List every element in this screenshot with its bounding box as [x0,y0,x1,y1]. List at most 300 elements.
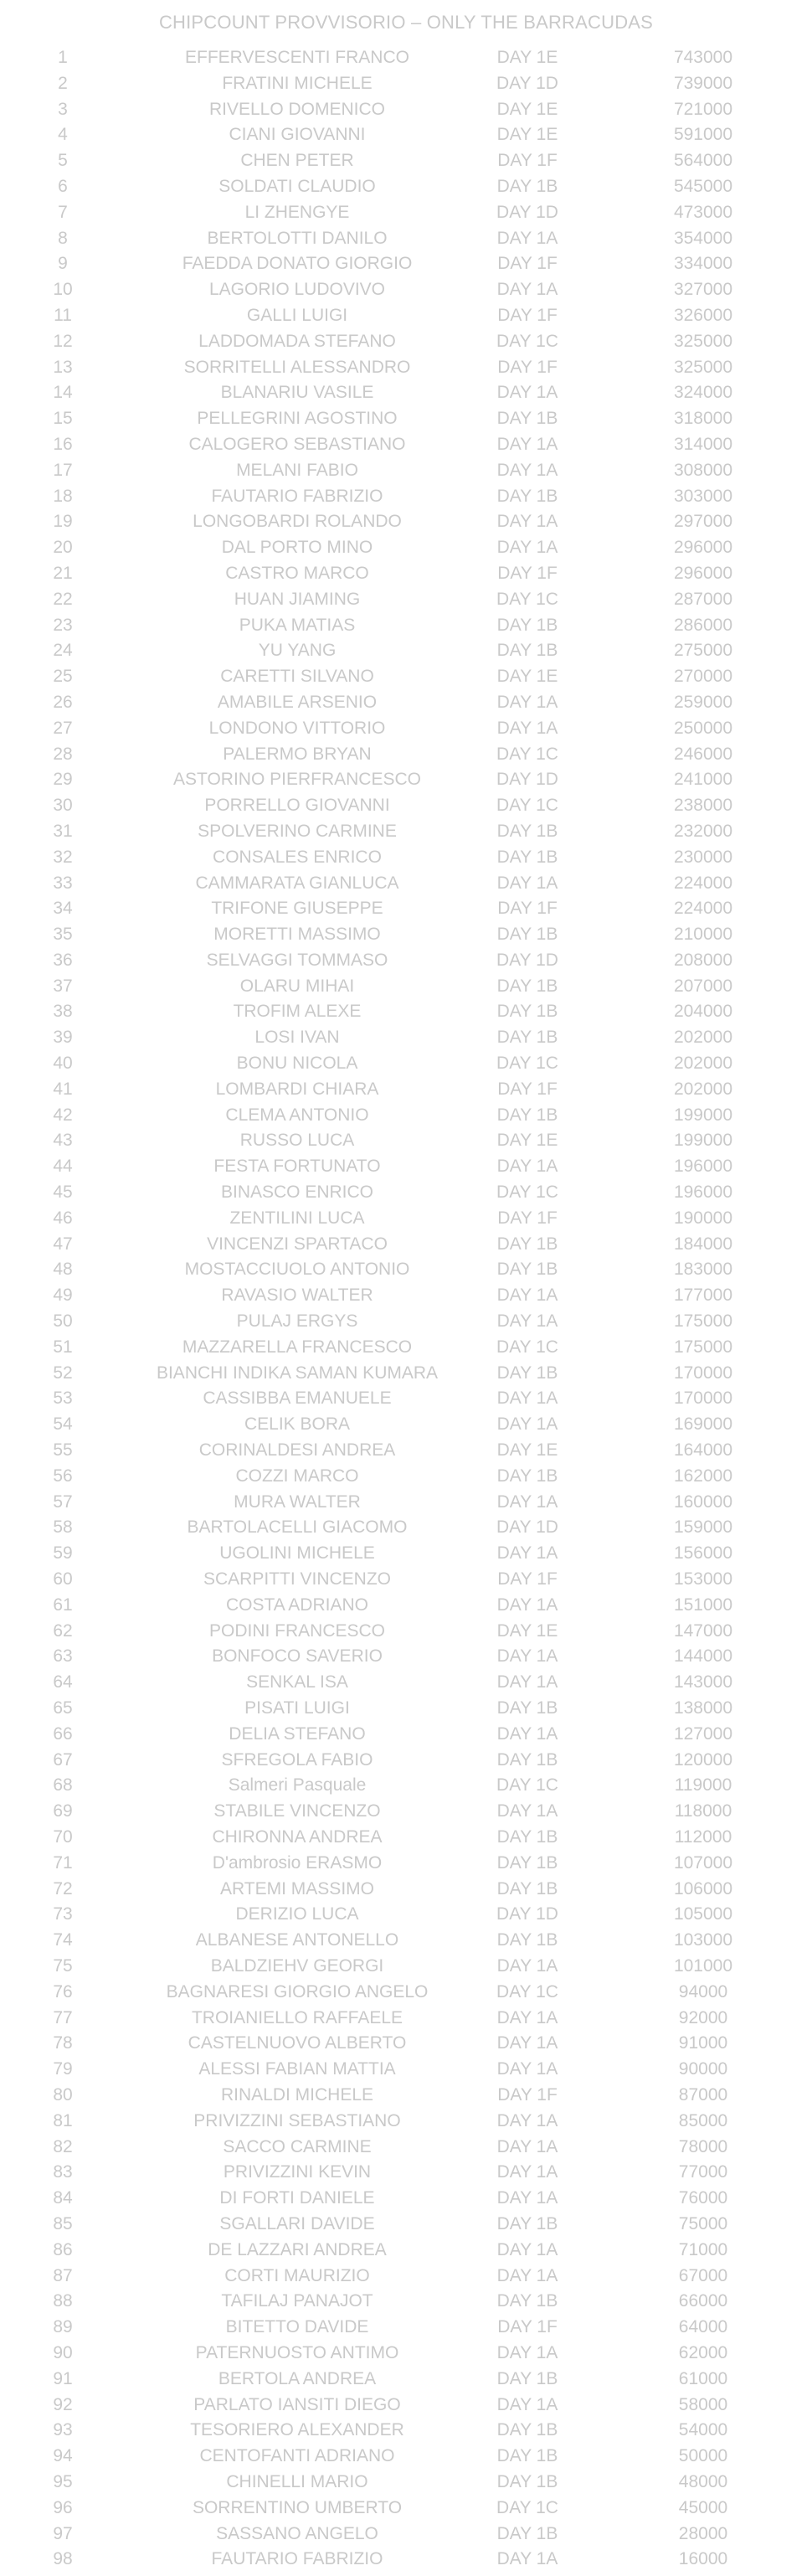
chips-cell: 127000 [673,1723,733,1744]
day-cell: DAY 1D [496,950,558,970]
player-name-cell: CORINALDESI ANDREA [198,1440,396,1461]
player-name-cell: SFREGOLA FABIO [221,1749,373,1770]
position-cell: 38 [53,1002,73,1022]
player-name-cell: BAGNARESI GIORGIO ANGELO [166,1981,429,2002]
position-cell: 42 [53,1105,73,1125]
player-name-cell: RINALDI MICHELE [220,2084,374,2105]
position-cell: 11 [54,305,72,325]
player-name-cell: LI ZHENGYE [244,202,350,222]
day-cell: DAY 1D [496,770,558,790]
player-name-cell: SASSANO ANGELO [216,2523,378,2543]
player-name-cell: PRIVIZZINI KEVIN [223,2162,372,2182]
position-cell: 30 [53,796,73,816]
day-cell: DAY 1A [496,1672,558,1692]
player-name-cell: SACCO CARMINE [223,2136,372,2156]
table-row [0,2212,812,2238]
chips-cell: 106000 [673,1878,733,1899]
position-cell: 37 [53,976,73,996]
chips-cell: 85000 [678,2110,728,2130]
position-cell: 84 [53,2188,73,2208]
chips-cell: 204000 [673,1002,733,1022]
position-cell: 63 [53,1646,73,1667]
table-row [0,2160,812,2186]
day-cell: DAY 1B [496,1698,558,1718]
table-row [0,1696,812,1722]
position-cell: 54 [53,1414,73,1435]
player-name-cell: LAGORIO LUDOVIVO [208,280,386,300]
table-row [0,432,812,458]
day-cell: DAY 1B [496,1105,558,1125]
position-cell: 25 [53,667,73,687]
table-row [0,1980,812,2006]
chips-cell: 75000 [678,2213,728,2233]
position-cell: 82 [53,2136,73,2156]
table-row [0,329,812,355]
table-row [0,1851,812,1877]
player-name-cell: DE LAZZARI ANDREA [208,2239,387,2259]
day-cell: DAY 1A [496,2007,558,2027]
chips-cell: 199000 [673,1105,733,1125]
player-name-cell: CASSIBBA EMANUELE [203,1388,392,1409]
day-cell: DAY 1E [496,48,558,67]
player-name-cell: PISATI LUIGI [244,1698,350,1718]
day-cell: DAY 1F [497,899,558,919]
position-cell: 50 [53,1311,73,1332]
position-cell: 9 [58,254,68,274]
table-row [0,97,812,123]
chips-cell: 138000 [673,1698,733,1718]
chips-cell: 286000 [673,615,733,635]
chips-cell: 739000 [673,73,733,93]
day-cell: DAY 1D [496,73,558,93]
player-name-cell: DAL PORTO MINO [221,538,373,558]
position-cell: 28 [53,744,73,764]
table-row [0,174,812,200]
day-cell: DAY 1A [496,2265,558,2285]
day-cell: DAY 1A [496,280,558,300]
chips-cell: 177000 [673,1285,733,1306]
position-cell: 98 [53,2549,73,2569]
position-cell: 22 [53,589,73,609]
position-cell: 43 [53,1131,73,1151]
chips-cell: 58000 [678,2394,728,2414]
player-name-cell: SORRITELLI ALESSANDRO [183,357,411,377]
chips-cell: 208000 [673,950,733,970]
day-cell: DAY 1A [496,2110,558,2130]
chips-cell: 170000 [673,1388,733,1409]
chips-cell: 270000 [673,667,733,687]
table-row [0,1825,812,1851]
day-cell: DAY 1B [496,1466,558,1486]
position-cell: 35 [53,925,73,945]
position-cell: 66 [53,1723,73,1744]
table-row [0,45,812,71]
day-cell: DAY 1B [496,641,558,661]
day-cell: DAY 1A [496,1492,558,1512]
day-cell: DAY 1B [496,925,558,945]
player-name-cell: PORRELLO GIOVANNI [204,796,390,816]
table-row [0,999,812,1025]
player-name-cell: VINCENZI SPARTACO [207,1234,388,1254]
chips-cell: 143000 [673,1672,733,1692]
position-cell: 1 [58,48,68,67]
player-name-cell: COZZI MARCO [235,1466,359,1486]
player-name-cell: BARTOLACELLI GIACOMO [187,1517,408,1538]
position-cell: 3 [58,99,68,119]
chips-cell: 175000 [673,1311,733,1332]
chips-cell: 144000 [673,1646,733,1667]
player-name-cell: SOLDATI CLAUDIO [218,176,376,196]
day-cell: DAY 1A [496,228,558,248]
day-cell: DAY 1A [496,873,558,893]
day-cell: DAY 1B [496,1826,558,1847]
player-name-cell: DI FORTI DANIELE [219,2188,375,2208]
player-name-cell: PELLEGRINI AGOSTINO [197,409,398,429]
position-cell: 6 [58,176,68,196]
chips-cell: 61000 [678,2368,728,2388]
player-name-cell: CORTI MAURIZIO [224,2265,370,2285]
day-cell: DAY 1C [496,1775,558,1795]
chips-cell: 54000 [678,2420,728,2440]
position-cell: 7 [58,202,68,222]
table-row [0,1232,812,1258]
day-cell: DAY 1A [496,383,558,403]
player-name-cell: BONFOCO SAVERIO [212,1646,383,1667]
position-cell: 17 [53,460,73,480]
day-cell: DAY 1A [496,1801,558,1821]
table-row [0,226,812,252]
player-name-cell: LONGOBARDI ROLANDO [193,512,402,532]
player-name-cell: STABILE VINCENZO [213,1801,381,1821]
player-name-cell: CASTELNUOVO ALBERTO [188,2033,407,2053]
position-cell: 91 [53,2368,73,2388]
chips-cell: 207000 [673,976,733,996]
position-cell: 31 [53,821,73,841]
player-name-cell: PALERMO BRYAN [223,744,372,764]
player-name-cell: FAUTARIO FABRIZIO [211,2549,383,2569]
chips-cell: 92000 [678,2007,728,2027]
table-row [0,71,812,97]
day-cell: DAY 1A [496,1311,558,1332]
position-cell: 4 [58,125,68,145]
position-cell: 68 [53,1775,73,1795]
chips-cell: 196000 [673,1157,733,1177]
chips-cell: 238000 [673,796,733,816]
day-cell: DAY 1C [496,589,558,609]
player-name-cell: BLANARIU VASILE [220,383,374,403]
table-row [0,767,812,793]
position-cell: 26 [53,692,73,712]
day-cell: DAY 1B [496,615,558,635]
chips-cell: 120000 [673,1749,733,1770]
day-cell: DAY 1A [496,2033,558,2053]
table-row [0,2186,812,2212]
day-cell: DAY 1B [496,976,558,996]
day-cell: DAY 1B [496,1002,558,1022]
table-row [0,1283,812,1309]
player-name-cell: DERIZIO LUCA [235,1904,359,1924]
table-row [0,1128,812,1154]
player-name-cell: CHIRONNA ANDREA [212,1826,383,1847]
position-cell: 5 [58,151,68,171]
day-cell: DAY 1A [496,2394,558,2414]
position-cell: 57 [53,1492,73,1512]
chips-cell: 107000 [673,1852,733,1873]
position-cell: 29 [53,770,73,790]
day-cell: DAY 1D [496,202,558,222]
table-row [0,638,812,664]
chips-cell: 169000 [673,1414,733,1435]
chips-cell: 196000 [673,1182,733,1203]
table-row [0,716,812,742]
player-name-cell: COSTA ADRIANO [226,1595,368,1615]
player-name-cell: LOMBARDI CHIARA [215,1079,379,1099]
player-name-cell: MORETTI MASSIMO [213,925,381,945]
chips-cell: 250000 [673,718,733,738]
position-cell: 59 [53,1543,73,1564]
position-cell: 53 [53,1388,73,1409]
table-row [0,793,812,819]
player-name-cell: TESORIERO ALEXANDER [190,2420,404,2440]
day-cell: DAY 1E [496,667,558,687]
day-cell: DAY 1A [496,1285,558,1306]
player-name-cell: RAVASIO WALTER [221,1285,373,1306]
chips-cell: 90000 [678,2059,728,2079]
position-cell: 34 [53,899,73,919]
day-cell: DAY 1F [497,305,558,325]
table-row [0,122,812,148]
chips-cell: 77000 [678,2162,728,2182]
player-name-cell: ASTORINO PIERFRANCESCO [173,770,421,790]
position-cell: 32 [53,847,73,867]
day-cell: DAY 1F [497,2084,558,2105]
day-cell: DAY 1B [496,1749,558,1770]
player-name-cell: Salmeri Pasquale [228,1775,367,1795]
player-name-cell: CALOGERO SEBASTIANO [188,434,406,454]
day-cell: DAY 1C [496,1182,558,1203]
position-cell: 12 [53,331,73,351]
table-row [0,1593,812,1619]
table-row [0,664,812,690]
table-row [0,1773,812,1799]
day-cell: DAY 1A [496,692,558,712]
player-name-cell: FRATINI MICHELE [222,73,373,93]
day-cell: DAY 1A [496,2549,558,2569]
chips-cell: 564000 [673,151,733,171]
day-cell: DAY 1B [496,176,558,196]
table-row [0,742,812,768]
day-cell: DAY 1C [496,744,558,764]
chips-cell: 156000 [673,1543,733,1564]
day-cell: DAY 1C [496,1981,558,2002]
chips-cell: 66000 [678,2291,728,2311]
position-cell: 86 [53,2239,73,2259]
table-row [0,1490,812,1516]
table-row [0,2238,812,2264]
player-name-cell: UGOLINI MICHELE [219,1543,375,1564]
table-row [0,1206,812,1232]
player-name-cell: EFFERVESCENTI FRANCO [185,48,409,67]
chips-cell: 297000 [673,512,733,532]
table-row [0,1670,812,1696]
table-row [0,1619,812,1645]
day-cell: DAY 1A [496,1723,558,1744]
day-cell: DAY 1A [496,460,558,480]
position-cell: 45 [53,1182,73,1203]
chips-cell: 87000 [678,2084,728,2105]
table-row [0,303,812,329]
table-row [0,1077,812,1103]
day-cell: DAY 1A [496,1595,558,1615]
position-cell: 70 [53,1826,73,1847]
table-row [0,2367,812,2393]
player-name-cell: AMABILE ARSENIO [217,692,378,712]
player-name-cell: ALBANESE ANTONELLO [195,1930,399,1950]
day-cell: DAY 1B [496,1930,558,1950]
chips-cell: 210000 [673,925,733,945]
chips-cell: 318000 [673,409,733,429]
player-name-cell: RUSSO LUCA [239,1131,355,1151]
page-title: CHIPCOUNT PROVVISORIO – ONLY THE BARRACUDAS [158,12,654,33]
chips-cell: 118000 [674,1801,732,1821]
chips-cell: 202000 [673,1079,733,1099]
player-name-cell: BONU NICOLA [236,1054,358,1074]
position-cell: 85 [53,2213,73,2233]
player-name-cell: PATERNUOSTO ANTIMO [195,2342,399,2362]
day-cell: DAY 1F [497,2317,558,2337]
table-row [0,1515,812,1541]
table-row [0,148,812,174]
table-row [0,2418,812,2444]
chips-cell: 160000 [673,1492,733,1512]
table-row [0,355,812,381]
day-cell: DAY 1A [496,1646,558,1667]
chips-cell: 241000 [673,770,733,790]
table-row [0,535,812,561]
table-row [0,1309,812,1335]
position-cell: 21 [53,563,73,583]
chips-cell: 16000 [678,2549,728,2569]
player-name-cell: PODINI FRANCESCO [208,1620,386,1641]
table-row [0,2135,812,2161]
table-row [0,2496,812,2522]
player-name-cell: D'ambrosio ERASMO [212,1852,383,1873]
day-cell: DAY 1A [496,2239,558,2259]
day-cell: DAY 1F [497,563,558,583]
player-name-cell: CIANI GIOVANNI [229,125,366,145]
table-row [0,1257,812,1283]
table-row [0,845,812,871]
chips-cell: 151000 [673,1595,733,1615]
chips-cell: 45000 [678,2497,728,2517]
day-cell: DAY 1E [496,99,558,119]
table-row [0,613,812,639]
player-name-cell: CENTOFANTI ADRIANO [199,2446,395,2466]
position-cell: 80 [53,2084,73,2105]
day-cell: DAY 1B [496,2523,558,2543]
day-cell: DAY 1F [497,357,558,377]
day-cell: DAY 1A [496,2162,558,2182]
player-name-cell: BIANCHI INDIKA SAMAN KUMARA [156,1363,439,1383]
chips-cell: 202000 [673,1054,733,1074]
player-name-cell: TROFIM ALEXE [233,1002,362,1022]
day-cell: DAY 1A [496,2188,558,2208]
table-row [0,1335,812,1361]
day-cell: DAY 1B [496,847,558,867]
day-cell: DAY 1A [496,1157,558,1177]
position-cell: 60 [53,1569,73,1589]
position-cell: 44 [53,1157,73,1177]
chips-cell: 153000 [673,1569,733,1589]
position-cell: 75 [53,1955,73,1976]
table-row [0,1748,812,1774]
position-cell: 64 [53,1672,73,1692]
table-row [0,871,812,897]
table-row [0,2470,812,2496]
position-cell: 8 [58,228,68,248]
table-row [0,2341,812,2367]
table-row [0,2057,812,2083]
position-cell: 67 [53,1749,73,1770]
chips-cell: 303000 [673,486,733,506]
day-cell: DAY 1B [496,1363,558,1383]
position-cell: 90 [53,2342,73,2362]
day-cell: DAY 1B [496,2446,558,2466]
player-name-cell: CAMMARATA GIANLUCA [195,873,399,893]
player-name-cell: BERTOLOTTI DANILO [207,228,388,248]
table-row [0,1902,812,1928]
player-name-cell: LOSI IVAN [254,1028,340,1048]
position-cell: 71 [53,1852,73,1873]
day-cell: DAY 1B [496,409,558,429]
chips-cell: 91000 [678,2033,728,2053]
position-cell: 51 [53,1337,73,1357]
position-cell: 19 [53,512,73,532]
chips-cell: 308000 [673,460,733,480]
chips-cell: 296000 [673,538,733,558]
player-name-cell: CHEN PETER [240,151,354,171]
chips-cell: 230000 [673,847,733,867]
table-row [0,922,812,948]
table-row [0,509,812,535]
player-name-cell: LADDOMADA STEFANO [198,331,396,351]
day-cell: DAY 1B [496,2368,558,2388]
player-name-cell: BALDZIEHV GEORGI [210,1955,384,1976]
day-cell: DAY 1A [496,1955,558,1976]
table-row [0,2393,812,2419]
position-cell: 87 [53,2265,73,2285]
player-name-cell: ARTEMI MASSIMO [220,1878,374,1899]
chips-cell: 164000 [673,1440,733,1461]
chips-cell: 473000 [673,202,733,222]
chips-cell: 224000 [673,899,733,919]
table-row [0,948,812,974]
chips-cell: 175000 [673,1337,733,1357]
chips-cell: 101000 [673,1955,733,1976]
player-name-cell: HUAN JIAMING [234,589,361,609]
table-row [0,406,812,432]
chips-cell: 327000 [673,280,733,300]
player-name-cell: ZENTILINI LUCA [229,1208,365,1228]
day-cell: DAY 1A [496,1414,558,1435]
table-row [0,1154,812,1180]
chips-cell: 224000 [673,873,733,893]
player-name-cell: TROIANIELLO RAFFAELE [191,2007,403,2027]
position-cell: 76 [53,1981,73,2002]
position-cell: 41 [53,1079,73,1099]
chips-cell: 275000 [673,641,733,661]
position-cell: 27 [53,718,73,738]
